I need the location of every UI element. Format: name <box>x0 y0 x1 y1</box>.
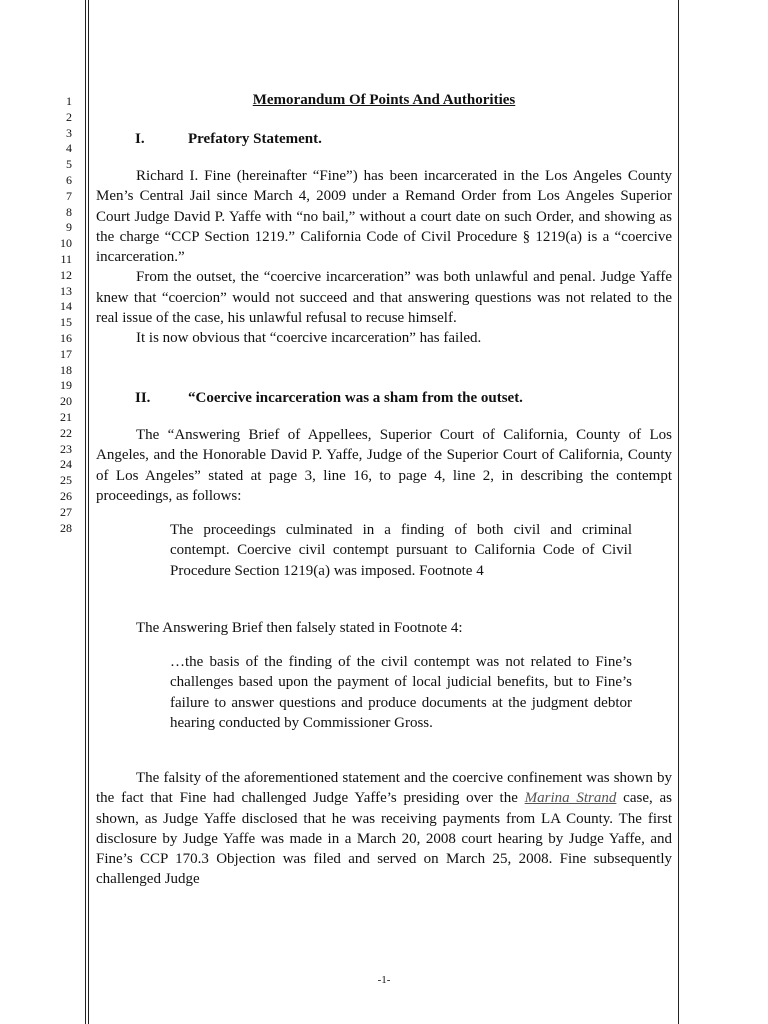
section-heading-2 <box>135 390 523 407</box>
section-number: II. <box>135 390 151 406</box>
section2-conclusion <box>96 768 672 890</box>
line-number: 9 <box>66 220 72 235</box>
line-number: 20 <box>60 394 72 409</box>
paragraph: Richard I. Fine (hereinafter “Fine”) has been incarcerated in the Los Angeles County Men’s Central Jail since March 4, 2009 under a Remand Order from Los Angeles Superior Court Judge David P. Yaffe with “no bail,” without a court date on such Order, and showing as the charge “CCP Section 1219.” California Code of Civil Procedure § 1219(a) is a “coercive incarceration.” <box>96 168 672 266</box>
block-quote-1 <box>170 520 632 581</box>
line-number: 5 <box>66 157 72 172</box>
line-number: 1 <box>66 94 72 108</box>
section-heading-text: Prefatory Statement. <box>188 131 322 147</box>
section-heading-1 <box>135 131 322 148</box>
paragraph: From the outset, the “coercive incarceration” was both unlawful and penal. Judge Yaffe knew that “coercion” would not succeed and that answering questions was not related to the real issue of the case, his unlawful refusal to recuse himself. <box>96 269 672 327</box>
line-number: 21 <box>60 410 72 424</box>
left-margin-rule-outer <box>85 0 86 1024</box>
line-number: 23 <box>60 441 72 456</box>
line-number: 6 <box>66 173 72 187</box>
line-number: 3 <box>66 125 72 140</box>
right-margin-rule <box>678 0 679 1024</box>
document-title: Memorandum Of Points And Authorities <box>252 92 516 108</box>
line-number: 19 <box>60 378 72 393</box>
paragraph-text: case, as shown, as Judge Yaffe disclosed that he was receiving payments from LA County. The first disclosure by Judge Yaffe was made in a March 20, 2008 court hearing by Judge Yaffe, and Fine’s CCP 170.3 Objection was filed and served on March 25, 2008. Fine subsequently challenged Judge <box>96 790 672 888</box>
line-number: 8 <box>66 204 72 219</box>
line-number: 2 <box>66 109 72 124</box>
line-number: 25 <box>60 473 72 488</box>
case-name: Marina Strand <box>524 790 617 807</box>
line-number: 15 <box>60 315 72 330</box>
block-quote-2 <box>170 652 632 733</box>
line-number: 24 <box>60 457 72 472</box>
line-number: 14 <box>60 299 72 314</box>
paragraph-text: The falsity of the aforementioned statement and the coercive confinement was shown by the fact that Fine had challenged Judge Yaffe’s presiding over the <box>96 770 672 807</box>
line-number: 18 <box>60 362 72 377</box>
line-number: 11 <box>60 252 72 266</box>
page-number: -1- <box>377 974 391 986</box>
quote-text: The proceedings culminated in a finding of both civil and criminal contempt. Coercive civil contempt pursuant to California Code of Civil Procedure Section 1219(a) was imposed. Footnote 4 <box>170 522 632 579</box>
paragraph <box>96 768 672 890</box>
section2-intro <box>96 425 672 506</box>
line-number: 22 <box>60 425 72 440</box>
line-number: 13 <box>60 283 72 298</box>
section-heading-text: “Coercive incarceration was a sham from the outset. <box>188 390 523 406</box>
quote-text: …the basis of the finding of the civil contempt was not related to Fine’s challenges based upon the payment of local judicial benefits, but to Fine’s failure to answer questions and produce documents at the judgment debtor hearing conducted by Commissioner Gross. <box>170 654 632 731</box>
line-number: 16 <box>60 331 72 345</box>
line-number: 27 <box>60 504 72 519</box>
line-number: 17 <box>60 346 72 361</box>
section-number: I. <box>135 131 145 147</box>
line-number: 26 <box>60 489 72 503</box>
paragraph: The Answering Brief then falsely stated in Footnote 4: <box>136 620 463 636</box>
line-number: 4 <box>66 141 72 156</box>
line-number: 28 <box>60 520 72 535</box>
section2-transition <box>96 618 672 638</box>
paragraph: The “Answering Brief of Appellees, Superior Court of California, County of Los Angeles, and the Honorable David P. Yaffe, Judge of the Superior Court of California, County of Los Angeles” stated at page 3, line 16, to page 4, line 2, in describing the contempt proceedings, as follows: <box>96 427 672 504</box>
line-number: 10 <box>60 236 72 251</box>
line-number: 12 <box>60 267 72 282</box>
line-number: 7 <box>66 188 72 203</box>
left-margin-rule-inner <box>88 0 89 1024</box>
section1-body <box>96 166 672 349</box>
paragraph: It is now obvious that “coercive incarceration” has failed. <box>136 330 482 347</box>
